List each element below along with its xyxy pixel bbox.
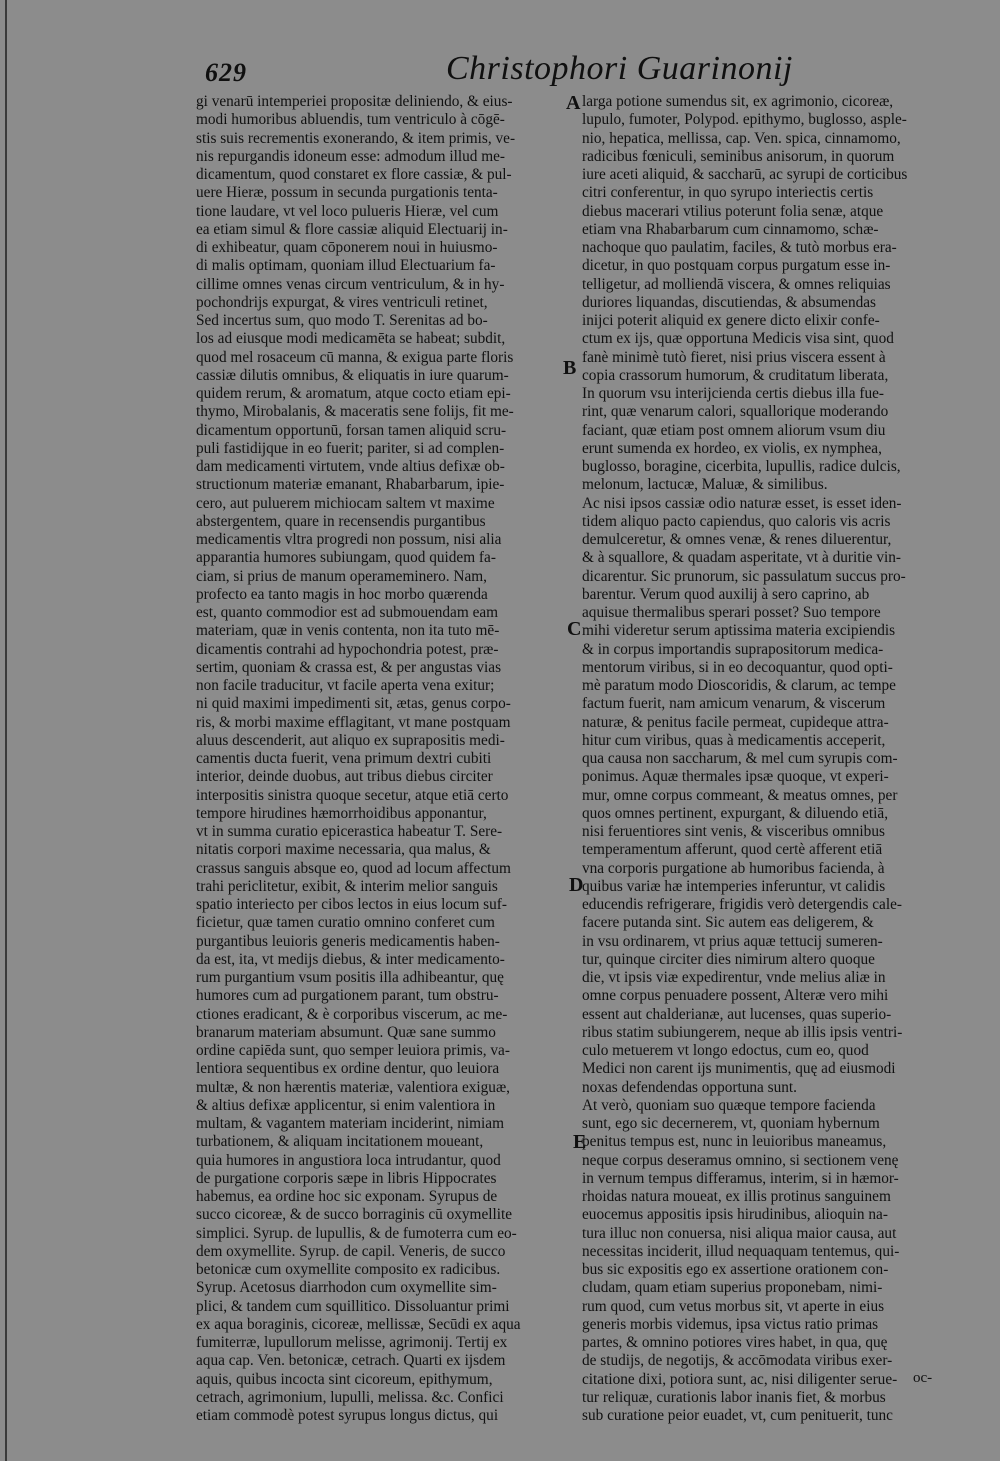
text-line: di exhibeatur, quam cōponerem noui in huiusmo- bbox=[196, 239, 498, 256]
margin-letter-b: B bbox=[563, 357, 577, 379]
text-line: Sed incertus sum, quo modo T. Serenitas ad bo- bbox=[196, 312, 488, 329]
text-line: buglosso, boragine, cicerbita, lupullis, radice dulcis, bbox=[582, 458, 901, 475]
text-line: inijci poterit aliquid ex genere dicto elixir confe- bbox=[582, 312, 880, 329]
text-line: nisi feruentiores sint venis, & visceribus omnibus bbox=[582, 823, 885, 840]
text-line: rum purgantium vsum positis illa adhibeantur, quę bbox=[196, 969, 504, 986]
text-line: citatione dixi, potiora sunt, ac, nisi diligenter serue- bbox=[582, 1370, 898, 1388]
text-line: cludam, quam etiam superius proponebam, nimi- bbox=[582, 1279, 883, 1297]
right-text-column bbox=[582, 93, 960, 1425]
text-line: multam, & vagantem materiam inciderint, nimiam bbox=[196, 1115, 504, 1132]
text-line: copia crassorum humorum, & cruditatum liberata, bbox=[582, 366, 889, 384]
text-line: lupulo, fumoter, Polypod. epithymo, buglosso, asple- bbox=[582, 111, 907, 129]
running-title: Christophori Guarinonij bbox=[446, 50, 793, 87]
text-line: culo metuerem vt longo edoctus, cum eo, quod bbox=[582, 1042, 869, 1059]
text-line: trahi periclitetur, exibit, & interim melior sanguis bbox=[196, 877, 498, 895]
text-line: & in corpus importandis suprapositorum medica- bbox=[582, 640, 884, 658]
text-line: rint, quæ venarum calori, squallorique moderando bbox=[582, 403, 889, 421]
text-line: At verò, quoniam suo quæque tempore facienda bbox=[582, 1096, 876, 1114]
text-line: diebus macerari vtilius poterunt folia senæ, atque bbox=[582, 202, 884, 220]
text-line: mè paratum modo Dioscoridis, & clarum, ac tempe bbox=[582, 677, 896, 694]
text-line: structionum materiæ emanant, Rhabarbarum, ipie- bbox=[196, 476, 505, 494]
text-line: dicamentum opportunū, forsan tamen aliquid scru- bbox=[196, 421, 507, 439]
text-line: barentur. Verum quod auxilij à sero caprino, ab bbox=[582, 585, 870, 603]
text-line: Medici non carent ijs munimentis, quę ad eiusmodi bbox=[582, 1060, 896, 1078]
text-line: de studijs, de negotijs, & accōmodata viribus exer- bbox=[582, 1352, 893, 1370]
text-line: Syrup. Acetosus diarrhodon cum oxymellite sim- bbox=[196, 1279, 497, 1297]
text-line: materiam, quæ in venis contenta, non ita tuto mē- bbox=[196, 622, 500, 640]
text-line: aluus descenderit, aut aliquo ex suprapositis medi- bbox=[196, 731, 505, 749]
text-line: neque corpus deseramus omnino, si sectionem venę bbox=[582, 1151, 899, 1169]
catchword: oc- bbox=[913, 1370, 933, 1386]
text-line: branarum materiam absumunt. Quæ sane summo bbox=[196, 1023, 496, 1041]
text-line: tur, quinque circiter dies nimirum altero quoque bbox=[582, 950, 875, 968]
text-line: temperamentum afferunt, quod certè afferent etiā bbox=[582, 841, 883, 859]
text-line: aqua cap. Ven. betonicæ, cetrach. Quarti ex ijsdem bbox=[196, 1352, 506, 1370]
text-line: quia humores in angustiora loca intrudantur, quod bbox=[196, 1151, 501, 1169]
text-line: essent aut chalderianæ, aut lucenses, quas superio- bbox=[582, 1005, 892, 1023]
text-line: pochondrijs expurgat, & vires ventriculi retinet, bbox=[196, 293, 488, 311]
margin-letter-e: E bbox=[573, 1131, 587, 1153]
text-line: fumiterræ, lupullorum melisse, agrimonij. Tertij ex bbox=[196, 1334, 508, 1351]
text-line: erunt sumenda ex hordeo, ex violis, ex nymphea, bbox=[582, 439, 882, 457]
text-line: factum fuerit, nam amicum venarum, & viscerum bbox=[582, 695, 886, 713]
text-line: spatio interiecto per cibos lectos in eius locum suf- bbox=[196, 896, 507, 913]
text-line: puli fastidijque in eo fuerit; pariter, si ad complen- bbox=[196, 439, 505, 457]
text-line: humores cum ad purgationem parant, tum obstru- bbox=[196, 987, 499, 1005]
margin-letter-d: D bbox=[569, 874, 584, 896]
text-line: tur reliquæ, curationis labor inanis fiet, & morbus bbox=[582, 1388, 886, 1406]
text-line: tidem aliquo pacto capiendus, quo caloris vis acris bbox=[582, 512, 891, 530]
text-line: quibus variæ hæ intemperies inferuntur, vt calidis bbox=[582, 877, 886, 895]
text-line: de purgatione corporis sæpe in libris Hippocrates bbox=[196, 1169, 497, 1187]
text-line: interior, deinde duobus, aut tribus diebus circiter bbox=[196, 768, 493, 786]
text-line: cetrach, agrimonium, lupulli, melissa. &c. Confici bbox=[196, 1388, 504, 1406]
text-line: est, quanto commodior est ad submouendam eam bbox=[196, 604, 499, 621]
text-line: ciam, si prius de manum operameminero. Nam, bbox=[196, 567, 487, 585]
text-line: etiam commodè potest syrupus longus dictus, qui bbox=[196, 1407, 499, 1424]
page-edge-rule bbox=[5, 0, 7, 1461]
text-line: partes, & omnino potiores vires habet, in qua, quę bbox=[582, 1334, 888, 1351]
text-line: vna corporis purgatione ab humoribus facienda, à bbox=[582, 859, 885, 877]
text-line: faciant, quæ etiam post omnem aliorum vsum diu bbox=[582, 421, 886, 439]
text-line: succo cicoreæ, & de succo borraginis cū oxymellite bbox=[196, 1206, 513, 1224]
text-line: interpositis sinistra quoque secetur, atque etiā certo bbox=[196, 786, 509, 804]
text-line: abstergentem, quare in recensendis purgantibus bbox=[196, 512, 486, 530]
text-line: fanè minimè tutò fieret, nisi prius viscera essent à bbox=[582, 348, 886, 366]
text-line: citri conferentur, in quo syrupo interiectis certis bbox=[582, 184, 874, 202]
text-line: turbationem, & aliquam incitationem moueant, bbox=[196, 1133, 484, 1151]
text-line: crassus sanguis absque eo, quod ad locum affectum bbox=[196, 859, 511, 877]
text-line: bus sic expositis ego ex assertione orationem con- bbox=[582, 1261, 889, 1278]
text-line: tempore hirudines hæmorrhoidibus apponantur, bbox=[196, 804, 487, 822]
text-line: ctiones eradicant, & è corporibus viscerum, ac me- bbox=[196, 1005, 508, 1023]
text-line: omne corpus penuadere possent, Alteræ vero mihi bbox=[582, 987, 889, 1005]
text-line: in vsu ordinarem, vt prius aquæ tettucij sumeren- bbox=[582, 932, 883, 950]
text-line: qua causa non saccharum, & mel cum syrupis com- bbox=[582, 750, 898, 767]
text-line: sunt, ego sic decernerem, vt, quoniam hybernum bbox=[582, 1115, 880, 1132]
text-line: ris, & morbi maxime efflagitant, vt mane postquam bbox=[196, 713, 511, 731]
text-line: mentorum viribus, si in eo decoquantur, quod opti- bbox=[582, 658, 893, 676]
text-line: multæ, & non hærentis materiæ, valentiora exiguæ, bbox=[196, 1078, 510, 1096]
text-line: cero, aut puluerem michiocam saltem vt maxime bbox=[196, 494, 495, 512]
text-line: generis morbis videmus, ipsa victus ratio primas bbox=[582, 1315, 879, 1333]
text-line: demulceretur, & omnes venæ, & renes diluerentur, bbox=[582, 531, 892, 548]
text-line: non facile traducitur, vt facile aperta vena exitur; bbox=[196, 677, 495, 694]
text-line: etiam vna Rhabarbarum cum cinnamomo, schæ- bbox=[582, 220, 879, 238]
text-line: medicamentis vltra progredi non possum, nisi alia bbox=[196, 531, 502, 548]
text-line: duriores liquandas, discutiendas, & absumendas bbox=[582, 293, 876, 311]
text-line: penitus tempus est, nunc in leuioribus maneamus, bbox=[582, 1133, 887, 1151]
text-line: tione laudare, vt vel loco pulueris Hieræ, vel cum bbox=[196, 202, 499, 220]
text-line: aquisue thermalibus sperari posset? Suo tempore bbox=[582, 604, 881, 621]
text-line: ctum ex ijs, quæ opportuna Medicis visa sint, quod bbox=[582, 330, 894, 348]
text-line: sertim, quoniam & crassa est, & per angustas vias bbox=[196, 658, 502, 676]
text-line: iure aceti aliquid, & saccharū, ac syrupi de corticibus bbox=[582, 166, 908, 183]
text-line: mur, omne corpus commeant, & meatus omnes, per bbox=[582, 786, 898, 804]
text-line: ex aqua boraginis, cicoreæ, mellissæ, Secūdi ex aqua bbox=[196, 1315, 521, 1333]
text-line: radicibus fœniculi, seminibus anisorum, in quorum bbox=[582, 147, 895, 165]
text-line: plici, & tandem cum squillitico. Dissoluantur primi bbox=[196, 1297, 510, 1315]
text-line: nitatis corpori maxime necessaria, qua malus, & bbox=[196, 841, 491, 859]
text-line: larga potione sumendus sit, ex agrimonio, cicoreæ, bbox=[582, 93, 894, 110]
text-line: lentiora sequentibus ex ordine dentur, quo leuiora bbox=[196, 1060, 500, 1078]
text-line: quod mel rosaceum cū manna, & exigua parte floris bbox=[196, 348, 514, 366]
text-line: dicetur, in quo postquam corpus purgatum esse in- bbox=[582, 257, 891, 275]
text-line: camentis ducta fuerit, vena primum dextri cubiti bbox=[196, 750, 492, 767]
text-line: sub curatione peior euadet, vt, cum penituerit, tunc bbox=[582, 1407, 893, 1424]
text-line: cassiæ dilutis omnibus, & eliquatis in iure quarum- bbox=[196, 366, 509, 384]
text-line: telligetur, ad molliendā viscera, & omnes reliquias bbox=[582, 275, 891, 293]
text-line: nis repurgandis idoneum esse: admodum illud me- bbox=[196, 147, 506, 165]
text-line: dicamentis contrahi ad hypochondria potest, præ- bbox=[196, 640, 499, 658]
text-line: Ac nisi ipsos cassiæ odio naturæ esset, is esset iden- bbox=[582, 494, 902, 512]
text-line: melonum, lactucæ, Maluæ, & similibus. bbox=[582, 476, 828, 494]
text-line: ni quid maximi impedimenti sit, ætas, genus corpo- bbox=[196, 695, 511, 713]
text-line: necessitas inciderit, illud nequaquam tentemus, qui- bbox=[582, 1242, 900, 1260]
text-line: da est, ita, vt medijs diebus, & inter medicamento- bbox=[196, 950, 505, 968]
text-line: hitur cum viribus, quas à medicamentis acceperit, bbox=[582, 731, 886, 749]
text-line: gi venarū intemperiei propositæ deliniendo, & eius- bbox=[196, 93, 513, 110]
text-line: stis suis recrementis exonerando, & item primis, ve- bbox=[196, 129, 516, 147]
text-line: modi humoribus abluendis, tum ventriculo à cōgē- bbox=[196, 111, 505, 129]
text-line: ribus statim subiungerem, neque ab illis ipsis ventri- bbox=[582, 1023, 903, 1041]
text-line: tura illuc non conuersa, nisi aliqua maior causa, aut bbox=[582, 1224, 897, 1242]
text-line: rhoidas natura moueat, ex illis protinus sanguinem bbox=[582, 1188, 891, 1205]
page-number: 629 bbox=[205, 58, 247, 87]
text-line: dem oxymellite. Syrup. de capil. Veneris, de succo bbox=[196, 1242, 506, 1260]
text-line: noxas defendendas opportuna sunt. bbox=[582, 1078, 797, 1096]
text-line: rum quod, cum vetus morbus sit, vt aperte in eius bbox=[582, 1297, 885, 1315]
text-line: naturæ, & penitus facile permeat, cupideque attra- bbox=[582, 713, 889, 731]
text-line: quos omnes pertinent, expurgant, & diluendo etiā, bbox=[582, 804, 889, 822]
text-line: habemus, ea ordine hoc sic exponam. Syrupus de bbox=[196, 1188, 498, 1205]
text-line: & à squallore, & quadam asperitate, vt à duritie vin- bbox=[582, 549, 902, 567]
text-line: uere Hieræ, possum in secunda purgationis tenta- bbox=[196, 184, 498, 202]
left-text-column bbox=[196, 93, 566, 1425]
text-line: thymo, Mirobalanis, & maceratis sene folijs, fit me- bbox=[196, 403, 514, 421]
text-line: In quorum vsu interijcienda certis diebus illa fue- bbox=[582, 385, 885, 402]
text-line: profecto ea tanto magis in hoc morbo quærenda bbox=[196, 585, 488, 603]
text-line: ponimus. Aquæ thermales ipsæ quoque, vt experi- bbox=[582, 768, 889, 786]
text-line: ea etiam simul & flore cassiæ aliquid Electuarij in- bbox=[196, 220, 508, 238]
text-line: betonicæ cum oxymellite composito ex radicibus. bbox=[196, 1261, 501, 1278]
margin-letter-a: A bbox=[566, 92, 581, 114]
text-line: die, vt ipsis viæ expedirentur, vnde melius aliæ in bbox=[582, 969, 886, 986]
text-line: nio, hepatica, mellissa, cap. Ven. spica, cinnamomo, bbox=[582, 129, 901, 147]
margin-letter-c: C bbox=[567, 618, 582, 640]
text-line: & altius defixæ applicentur, si enim valentiora in bbox=[196, 1096, 496, 1114]
text-line: euocemus appositis ipsis hirudinibus, alioquin na- bbox=[582, 1206, 888, 1224]
text-line: vt in summa curatio epicerastica habeatur T. Sere- bbox=[196, 823, 503, 840]
text-line: cillime omnes venas circum ventriculum, & in hy- bbox=[196, 275, 505, 293]
text-line: di malis optimam, quoniam illud Electuarium fa- bbox=[196, 257, 496, 275]
text-line: dam medicamenti virtutem, vnde altius defixæ ob- bbox=[196, 458, 505, 475]
text-line: los ad eiusque modi medicamēta se habeat; subdit, bbox=[196, 330, 506, 348]
text-line: dicarentur. Sic prunorum, sic passulatum succus pro- bbox=[582, 567, 906, 585]
text-line: mihi videretur serum aptissima materia excipiendis bbox=[582, 622, 896, 640]
text-line: ficietur, quæ tamen curatio omnino conferet cum bbox=[196, 914, 495, 932]
text-line: nachoque quo paulatim, faciles, & tutò morbus era- bbox=[582, 239, 897, 256]
text-line: quidem rerum, & aromatum, atque cocto etiam epi- bbox=[196, 385, 511, 402]
text-line: aquis, quibus incocta sint cicoreum, epithymum, bbox=[196, 1370, 493, 1388]
text-line: ordine capiēda sunt, quo semper leuiora primis, va- bbox=[196, 1042, 510, 1059]
text-line: simplici. Syrup. de lupullis, & de fumoterra cum eo- bbox=[196, 1224, 517, 1242]
text-line: facere putanda sint. Sic autem eas deligerem, & bbox=[582, 914, 874, 932]
text-line: educendis refrigerare, frigidis verò detergendis cale- bbox=[582, 896, 902, 913]
text-line: purgantibus leuioris generis medicamentis haben- bbox=[196, 932, 500, 950]
text-line: dicamentum, quod constaret ex flore cassiæ, & pul- bbox=[196, 166, 512, 183]
text-line: apparantia humores subiungam, quod quidem fa- bbox=[196, 549, 496, 567]
text-line: in vernum tempus differamus, interim, si in hæmor- bbox=[582, 1169, 899, 1187]
